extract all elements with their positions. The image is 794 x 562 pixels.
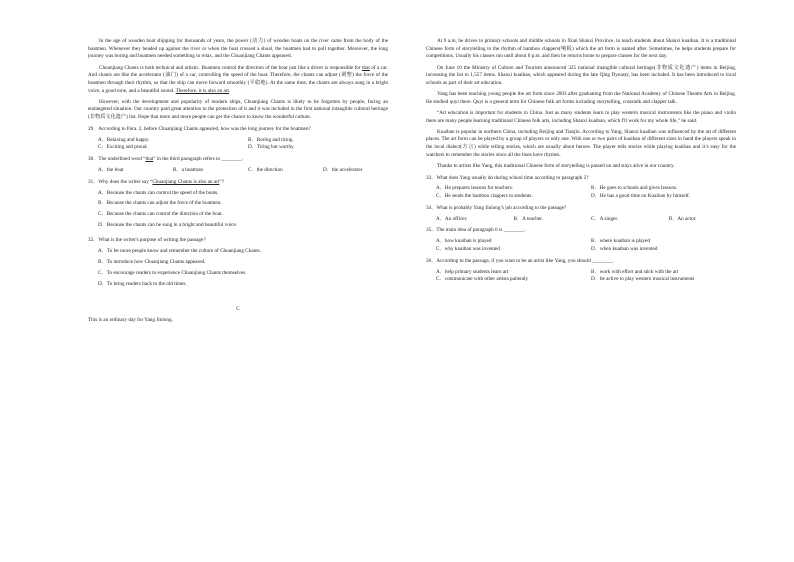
question-33: 33．What does Yang usually do during school time according to paragraph 2? [426, 174, 589, 181]
text-run: 31．Why does the writer say “ [88, 178, 153, 185]
question-32: 32．What is the writer's purpose of writing the passage? [88, 237, 206, 244]
option-33-a[interactable]: A．He prepares lessons for teachers. [436, 185, 514, 192]
passage-b-paragraph-1: In the age of wooden boat shipping for thousands of years, the power (动力) of wooden boats on the river came from the body of the boatmen. Whenever they headed up against the river or when the boat crossed a shoal, the boatmen had to pull together. Moreover, the long journey was boring and boatmen needed something to relax, and the Chuanjiang Chants appeared. [88, 38, 388, 60]
question-31 [88, 179, 388, 187]
option-35-c[interactable]: C．why kuaiban was invented [436, 245, 500, 252]
option-30-c[interactable]: C．the direction [248, 167, 283, 173]
question-35-options [426, 238, 736, 253]
option-29-d[interactable]: D．Tiring but worthy. [248, 144, 295, 151]
passage-c-paragraph-2: On June 10 the Ministry of Culture and Tourism announced 325 national intangible cultural heritage(非物质文化遗产) items in Beijing, increasing the list to 1,557 items. Shanxi kuaiban, which appeared during the late Qing Dynasty, has been included. It has been introduced to local schools as part of their art education. [426, 64, 736, 86]
passage-c-intro: This is an ordinary day for Yang Jinlong. [88, 317, 173, 324]
option-30-a[interactable]: A．the boat [98, 167, 124, 173]
text-run: ”? [219, 178, 225, 185]
option-29-b[interactable]: B．Boring and tiring. [248, 136, 294, 143]
question-36-options [426, 269, 736, 284]
option-29-a[interactable]: A．Relaxing and happy. [98, 136, 150, 143]
option-34-a[interactable]: A．An officer. [436, 215, 468, 222]
option-29-c[interactable]: C．Exciting and proud. [98, 144, 148, 151]
option-32-c[interactable]: C．To encourage readers to experience Chuanjiang Chants themselves. [98, 269, 247, 276]
question-34-options [426, 216, 736, 224]
underlined-word: that [145, 156, 154, 163]
option-36-c[interactable]: C．communicate with other artists patiently [436, 276, 529, 283]
left-column [88, 38, 388, 328]
option-36-d[interactable]: D．be active to play western musical instruments [591, 276, 695, 283]
option-34-b[interactable]: B．A teacher. [513, 215, 543, 222]
text-run: Chuanjiang Chants is both technical and artistic. Boatmen control the direction of the boat just like a driver is responsible for [99, 64, 363, 71]
text-run: of a car. And chants are like the accelerator (油门) of a car, controlling the speed of the boat. Therefore, the chants can adjust (调整) the force of the boatmen through their rhythm, so that the ship can move forward smoothly (平稳地). At the same time, the chants are always sung in a bright voice, a good tone, and a beautiful sound. [88, 64, 388, 94]
option-33-d[interactable]: D．He has a good time on Kuaiban by himself. [591, 193, 690, 200]
passage-c-paragraph-4: “Art education is important for students in China. Just as many students learn to play western musical instruments like the piano and violin there are many people learning traditional Chinese folk arts, including Shanxi kuaiban, which I'll work for my whole life,” he said. [426, 109, 736, 124]
option-33-b[interactable]: B．He goes to schools and gives lessons. [591, 185, 678, 192]
question-29: 29．According to Para. 2, before Chuanjiang Chants appeared, how was the long journey for the boatmen? [88, 125, 311, 132]
question-30-options [88, 167, 388, 175]
option-30-b[interactable]: B．a boatman [173, 167, 204, 173]
underlined-sentence-art: Therefore, it is also an art [175, 87, 229, 94]
question-36: 36．According to the passage, if you want to be an artist like Yang, you should ________. [426, 257, 615, 264]
passage-b-paragraph-2 [88, 65, 388, 96]
option-30-d[interactable]: D．the accelerator [323, 167, 363, 173]
question-29-options [88, 137, 388, 152]
option-35-b[interactable]: B．where kuaiban is played [591, 238, 650, 245]
question-33-options [426, 185, 736, 200]
option-33-c[interactable]: C．He sends the bamboo clappers to students. [436, 193, 533, 200]
question-34: 34．What is probably Yang Jinlong’s job according to the passage? [426, 204, 567, 211]
passage-b-paragraph-3: However, with the development and popularity of modern ships, Chuanjiang Chants is likely to be forgotten by people, facing an endangered situation. Our country paid great attention to the protection of it and it was included in the first national intangible cultural heritage (非物质文化遗产) list. Hope that more and more people can get the chance to know the wonderful culture. [88, 98, 388, 121]
passage-c-paragraph-6: Thanks to artists like Yang, this traditional Chinese form of storytelling is passed on and stays alive in our country. [437, 162, 675, 169]
question-31-options [88, 190, 388, 234]
option-34-c[interactable]: C．A singer. [591, 215, 619, 222]
passage-c-paragraph-3: Yang has been teaching young people the art form since 2003 after graduating from the National Academy of Chinese Theatre Arts in Beijing. He studied quyi there. Quyi is a general term for Chinese folk art forms including storytelling, crosstalk and clapper talk. [426, 91, 736, 105]
option-31-a[interactable]: A．Because the chants can control the speed of the boats. [98, 189, 219, 196]
option-35-a[interactable]: A．how kuaiban is played [436, 238, 492, 245]
option-32-a[interactable]: A．To let more people know and remember the culture of Chuanjiang Chants. [98, 248, 261, 255]
option-32-b[interactable]: B．To introduce how Chuanjiang Chants appeared. [98, 258, 206, 265]
section-heading-c: C [236, 305, 240, 312]
underlined-sentence: Chuanjiang Chants is also an art [152, 178, 220, 185]
option-31-c[interactable]: C．Because the chants can control the direction of the boat. [98, 211, 223, 218]
right-column [426, 38, 736, 287]
text-run: ” in the third paragraph refers to ________. [153, 156, 244, 163]
option-36-b[interactable]: B．work with effort and stick with the art [591, 268, 679, 275]
underlined-word-that: that [362, 64, 370, 71]
option-31-d[interactable]: D．Because the chants can be sung in a bright and beautiful voice. [98, 222, 238, 229]
option-35-d[interactable]: D．when kuaiban was invented [591, 245, 658, 252]
question-32-options [88, 248, 388, 292]
option-32-d[interactable]: D．To bring readers back to the old times. [98, 280, 187, 287]
passage-c-paragraph-5: Kuaiban is popular in northern China, including Beijing and Tianjin. According to Yang, Shanxi kuaiban was influenced by the art of different places. The art form can be played by a group of players or only one. With one or two pairs of kuaiban of different sizes in hand the players speak in the local dialect(方言) while telling stories, which are usually about heroes. The player tells stories while playing kuaiban and it’s easy for the watchers to remember the stories since all the lines have rhymes. [426, 128, 736, 158]
question-30 [88, 156, 388, 164]
text-run: . [228, 87, 231, 94]
question-35: 35．The main idea of paragraph 6 is ________. [426, 227, 526, 234]
text-run: 30．The underlined word “ [88, 156, 146, 163]
option-34-d[interactable]: D．An actor. [668, 215, 697, 222]
option-36-a[interactable]: A．help primary students learn art [436, 268, 509, 275]
passage-c-paragraph-1: At 9 a.m, he drives to primary schools and middle schools in Xian Shanxi Province, to teach students about Shanxi kuaiban. It is a traditional Chinese form of storytelling to the rhythm of bamboo clappers(响板) which the art form is named after. Sometimes, he helps students prepare for competitions. Usually his classes run until about 6 p.m. and then he returns home to prepare classes for the next day. [426, 38, 736, 60]
option-31-b[interactable]: B．Because the chants can adjust the force of the boatmen. [98, 200, 222, 207]
